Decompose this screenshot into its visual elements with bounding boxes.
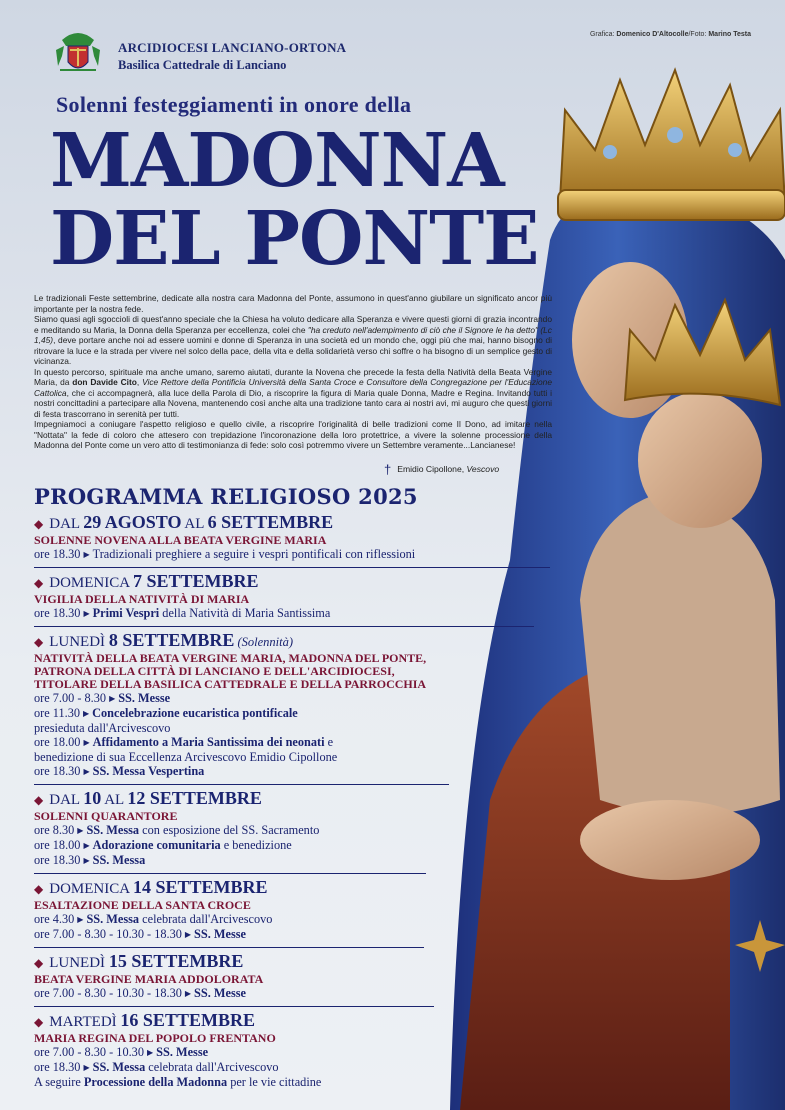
triangle-right-icon: ▶ — [83, 1063, 90, 1072]
date-prefix: DOMENICA — [49, 881, 133, 897]
date-main: 16 SETTEMBRE — [120, 1010, 255, 1030]
event-subtitle: Solenni festeggiamenti in onore della — [56, 92, 412, 117]
triangle-right-icon: ▶ — [83, 767, 90, 776]
diamond-icon: ◆ — [34, 882, 44, 896]
photo-credit: Grafica: Domenico D'Altocolle/Foto: Marino Testa — [589, 31, 751, 38]
schedule-time: ore 18.30 — [34, 606, 81, 620]
event-title: PATRONA DELLA CITTÀ DI LANCIANO E DELL'ARCIDIOCESI, — [34, 664, 395, 678]
schedule-line — [34, 1075, 554, 1089]
triangle-right-icon: ▶ — [83, 841, 90, 850]
schedule-detail: benedizione di sua Eccellenza Arcivescovo Emidio Cipollone — [34, 750, 338, 764]
triangle-right-icon: ▶ — [83, 856, 90, 865]
schedule-activity: Affidamento a Maria Santissima dei neonati — [92, 735, 325, 749]
schedule-activity: SS. Messe — [194, 927, 246, 941]
date-note: (Solennità) — [234, 635, 294, 649]
date-main: 15 SETTEMBRE — [108, 951, 244, 971]
diamond-icon: ◆ — [34, 635, 44, 649]
event-date-heading — [34, 878, 554, 899]
schedule-line — [34, 912, 554, 927]
divider — [34, 784, 449, 785]
diamond-icon: ◆ — [34, 576, 44, 590]
schedule-line — [34, 1060, 554, 1075]
event-title: SOLENNE NOVENA ALLA BEATA VERGINE MARIA — [34, 533, 327, 547]
schedule-detail: per le vie cittadine — [227, 1075, 322, 1089]
intro-paragraph: Impegniamoci a coniugare l'aspetto religioso e quello civile, a riscoprire l'originalità di belle tradizioni come Il Dono, ad imitare nella "Nottata" la fede di coloro che attesero con trepidazione l'incoronazione della loro protettrice, a vivere la solenne processione della Madonna del Ponte come un vero atto di testimonianza di fede: solo così potremmo vivere un Settembre veramente...Lancianese! — [34, 419, 552, 450]
divider — [34, 626, 534, 627]
schedule-time: ore 7.00 - 8.30 - 10.30 - 18.30 — [34, 986, 182, 1000]
event-date-heading — [34, 789, 554, 810]
date-main: 7 SETTEMBRE — [133, 571, 259, 591]
program-event — [34, 878, 554, 942]
schedule-time: ore 18.00 — [34, 838, 81, 852]
schedule-line — [34, 606, 554, 621]
schedule-activity: SS. Messa — [86, 823, 140, 837]
cathedral-name: Basilica Cattedrale di Lanciano — [118, 58, 287, 72]
schedule-activity: Primi Vespri — [92, 606, 160, 620]
schedule-line — [34, 547, 554, 562]
schedule-activity: SS. Messa — [86, 912, 140, 926]
schedule-line — [34, 1045, 554, 1060]
schedule-line — [34, 764, 554, 779]
event-title: MARIA REGINA DEL POPOLO FRENTANO — [34, 1031, 276, 1045]
triangle-right-icon: ▶ — [83, 550, 90, 559]
diamond-icon: ◆ — [34, 517, 44, 531]
event-date-heading — [34, 513, 554, 534]
schedule-line — [34, 838, 554, 853]
schedule-detail: e — [324, 735, 334, 749]
intro-paragraph: Siamo quasi agli sgoccioli di quest'anno speciale che la Chiesa ha voluto dedicare alla Speranza e vivere questi giorni di grazia incontrando e meditando su Maria, la Donna della Speranza per eccellenza, colei che "ha creduto nell'adempimento di ciò che il Signore le ha detto" (Lc 1,45), deve portare anche noi ad essere uomini e donne di Speranza in una società ed un mondo che, oggi più che mai, hanno bisogno di ritrovare la luce e la strada per vivere nel solco della pace, della vita e della solidarietà verso chi soffre o ha bisogno di un semplice gesto di vicinanza. — [34, 314, 552, 366]
schedule-detail: e benedizione — [220, 838, 292, 852]
diocese-coat-of-arms-logo — [52, 26, 104, 80]
schedule-time: ore 18.00 — [34, 735, 81, 749]
schedule-time: ore 18.30 — [34, 1060, 81, 1074]
schedule-detail: celebrata dall'Arcivescovo — [145, 1060, 279, 1074]
program-event — [34, 572, 554, 621]
schedule-activity: SS. Messe — [118, 691, 171, 705]
triangle-right-icon: ▶ — [77, 915, 84, 924]
triangle-right-icon: ▶ — [109, 694, 116, 703]
schedule-activity: SS. Messe — [156, 1045, 209, 1059]
event-title: SOLENNI QUARANTORE — [34, 809, 178, 823]
date-prefix: DAL — [49, 792, 84, 808]
schedule-time: ore 7.00 - 8.30 — [34, 691, 107, 705]
diocese-name: ARCIDIOCESI LANCIANO-ORTONA — [118, 40, 347, 55]
schedule-activity: SS. Messa Vespertina — [92, 764, 205, 778]
schedule-detail: celebrata dall'Arcivescovo — [139, 912, 273, 926]
schedule-time: ore 11.30 — [34, 706, 80, 720]
diamond-icon: ◆ — [34, 793, 44, 807]
schedule-time: ore 18.30 — [34, 853, 81, 867]
schedule-detail: presieduta dall'Arcivescovo — [34, 721, 171, 735]
schedule-detail: della Natività di Maria Santissima — [159, 606, 331, 620]
event-date-heading — [34, 631, 554, 652]
date-main: 14 SETTEMBRE — [133, 877, 268, 897]
event-title: VIGILIA DELLA NATIVITÀ DI MARIA — [34, 592, 250, 606]
divider — [34, 1006, 434, 1007]
program-event — [34, 952, 554, 1001]
schedule-time: A seguire — [34, 1075, 84, 1089]
divider — [34, 947, 424, 948]
date-prefix: MARTEDÌ — [49, 1014, 121, 1030]
schedule-time: ore 18.30 — [34, 764, 81, 778]
schedule-activity: Concelebrazione eucaristica pontificale — [92, 706, 298, 720]
program-event — [34, 631, 554, 779]
schedule-line — [34, 853, 554, 868]
schedule-line — [34, 691, 554, 706]
diamond-icon: ◆ — [34, 1015, 44, 1029]
schedule-time: ore 4.30 — [34, 912, 75, 926]
event-title: TITOLARE DELLA BASILICA CATTEDRALE E DELLA PARROCCHIA — [34, 677, 427, 691]
schedule-time: ore 18.30 — [34, 547, 81, 561]
date-main: 10 — [83, 788, 102, 808]
schedule-activity: SS. Messe — [194, 986, 246, 1000]
diocese-header — [118, 40, 346, 73]
date-end: 6 SETTEMBRE — [207, 512, 334, 532]
date-connector: AL — [181, 516, 208, 532]
triangle-right-icon: ▶ — [83, 609, 90, 618]
schedule-line — [34, 823, 554, 838]
intro-paragraph: Le tradizionali Feste settembrine, dedicate alla nostra cara Madonna del Ponte, assumono in quest'anno giubilare un significato ancor più importante per la nostra fede. — [34, 293, 552, 314]
bishop-signature: † Emidio Cipollone, Vescovo — [384, 462, 500, 477]
schedule-line — [34, 721, 554, 735]
schedule-activity: Processione della Madonna — [83, 1075, 228, 1089]
triangle-right-icon: ▶ — [184, 989, 192, 998]
triangle-right-icon: ▶ — [146, 1048, 154, 1057]
divider — [34, 873, 426, 874]
date-end: 12 SETTEMBRE — [127, 788, 262, 808]
schedule-time: ore 7.00 - 8.30 - 10.30 — [34, 1045, 144, 1059]
events-list — [34, 513, 554, 1089]
event-date-heading — [34, 572, 554, 593]
event-title: ESALTAZIONE DELLA SANTA CROCE — [34, 898, 251, 912]
schedule-time: ore 8.30 — [34, 823, 75, 837]
intro-paragraph: In questo percorso, spirituale ma anche umano, saremo aiutati, durante la Novena che precede la festa della Natività della Beata Vergine Maria, da don Davide Cito, Vice Rettore della Pontificia Università della Santa Croce e Consultore della Congregazione per l'Educazione Cattolica, che ci accompagnerà, alla luce della Parola di Dio, a riscoprire la figura di Maria quale Donna, Madre e Regina. Invitando tutti i nostri concittadini a partecipare alla Novena, mantenendo così anche alta una tradizione tanto cara ai nostri avi, mi auguro che questi giorni di festa trascorrano in serenità per tutti. — [34, 366, 552, 419]
schedule-time: ore 7.00 - 8.30 - 10.30 - 18.30 — [34, 927, 182, 941]
program-event — [34, 513, 554, 562]
diamond-icon: ◆ — [34, 956, 44, 970]
event-date-heading — [34, 952, 554, 973]
triangle-right-icon: ▶ — [77, 826, 84, 835]
date-prefix: LUNEDÌ — [49, 634, 109, 650]
event-title: BEATA VERGINE MARIA ADDOLORATA — [34, 972, 264, 986]
date-main: 29 AGOSTO — [83, 512, 182, 532]
schedule-line — [34, 706, 554, 721]
schedule-detail: Tradizionali preghiere a seguire i vespri pontificali con riflessioni — [92, 547, 416, 561]
date-prefix: LUNEDÌ — [49, 955, 109, 971]
title-del-ponte: DEL PONTE — [50, 196, 539, 282]
programma-title: PROGRAMMA RELIGIOSO 2025 — [34, 484, 418, 509]
schedule-line — [34, 986, 554, 1001]
divider — [34, 567, 550, 568]
program-event — [34, 1011, 554, 1089]
cross-icon: † — [384, 462, 392, 477]
date-connector: AL — [101, 792, 128, 808]
title-madonna: MADONNA — [50, 118, 504, 204]
schedule-detail: con esposizione del SS. Sacramento — [139, 823, 320, 837]
schedule-line — [34, 927, 554, 942]
event-date-heading — [34, 1011, 554, 1032]
triangle-right-icon: ▶ — [83, 709, 90, 718]
schedule-line — [34, 735, 554, 750]
date-main: 8 SETTEMBRE — [108, 630, 235, 650]
date-prefix: DAL — [49, 516, 84, 532]
triangle-right-icon: ▶ — [184, 930, 192, 939]
schedule-activity: SS. Messa — [92, 1060, 146, 1074]
schedule-activity: Adorazione comunitaria — [92, 838, 221, 852]
triangle-right-icon: ▶ — [83, 738, 90, 747]
event-title: NATIVITÀ DELLA BEATA VERGINE MARIA, MADONNA DEL PONTE, — [34, 651, 427, 665]
schedule-line — [34, 750, 554, 764]
program-event — [34, 789, 554, 868]
date-prefix: DOMENICA — [49, 575, 133, 591]
schedule-activity: SS. Messa — [92, 853, 146, 867]
intro-letter — [34, 293, 552, 451]
